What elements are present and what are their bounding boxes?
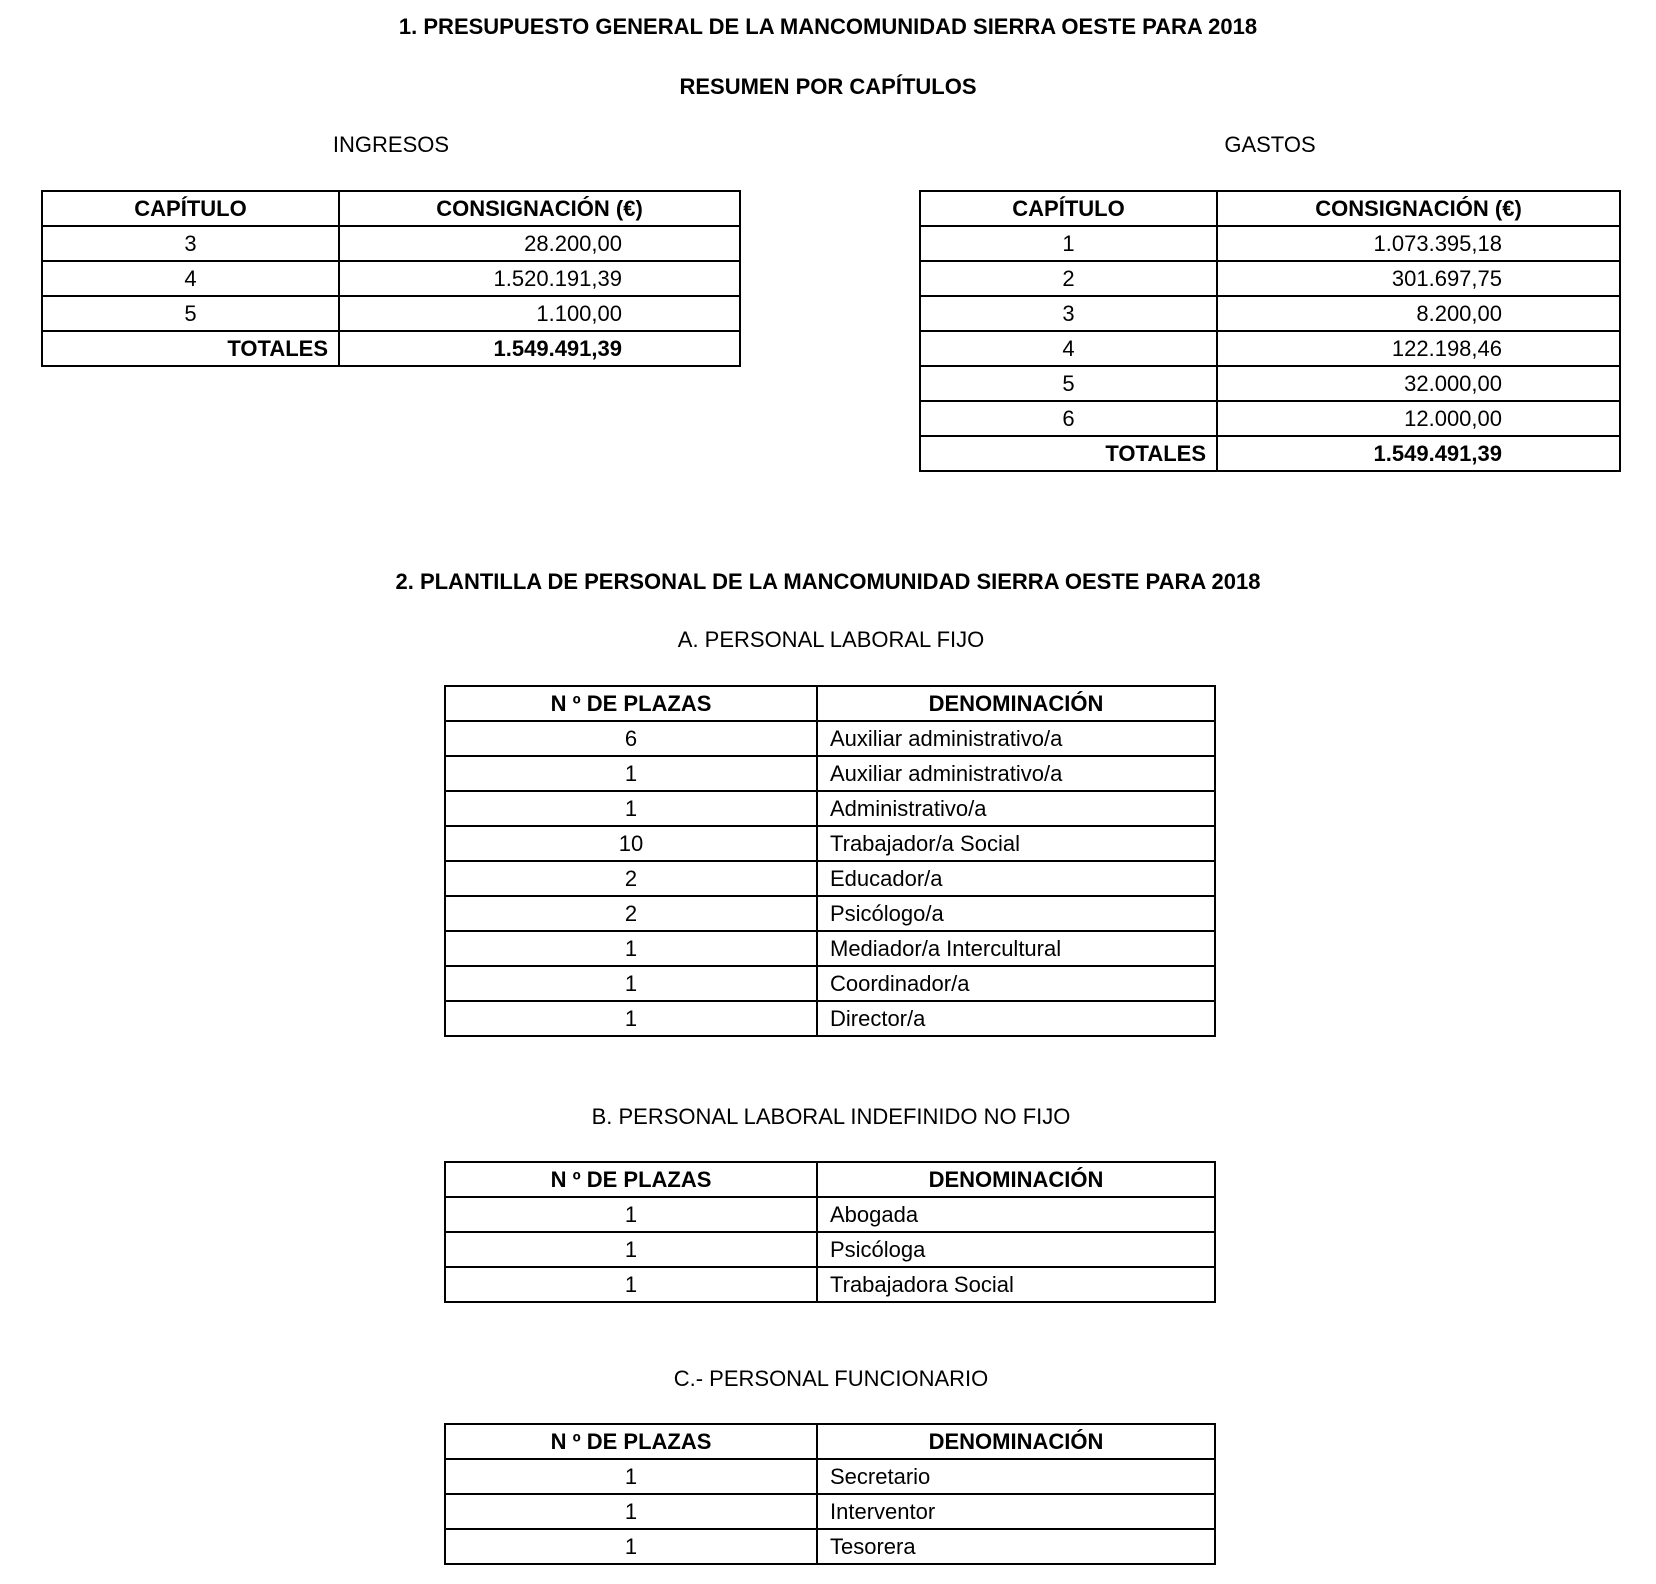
personal-b-table (444, 1161, 1216, 1303)
table-row (920, 401, 1620, 436)
header-capitulo: CAPÍTULO (920, 191, 1217, 226)
plazas-cell: 1 (445, 756, 817, 791)
denominacion-cell: Trabajador/a Social (817, 826, 1215, 861)
plazas-cell: 1 (445, 1529, 817, 1564)
table-row (445, 1197, 1215, 1232)
denominacion-cell: Psicóloga (817, 1232, 1215, 1267)
ingresos-table (41, 190, 741, 367)
importe-cell: 122.198,46 (1217, 331, 1620, 366)
importe-cell: 301.697,75 (1217, 261, 1620, 296)
denominacion-cell: Abogada (817, 1197, 1215, 1232)
denominacion-cell: Trabajadora Social (817, 1267, 1215, 1302)
importe-cell: 1.520.191,39 (339, 261, 740, 296)
plazas-cell: 1 (445, 1459, 817, 1494)
table-row (445, 896, 1215, 931)
header-consignacion: CONSIGNACIÓN (€) (1217, 191, 1620, 226)
denominacion-cell: Mediador/a Intercultural (817, 931, 1215, 966)
importe-cell: 32.000,00 (1217, 366, 1620, 401)
plazas-cell: 6 (445, 721, 817, 756)
importe-cell: 12.000,00 (1217, 401, 1620, 436)
table-row (920, 331, 1620, 366)
gastos-table (919, 190, 1621, 472)
totals-label: TOTALES (42, 331, 339, 366)
header-consignacion: CONSIGNACIÓN (€) (339, 191, 740, 226)
section2-title: 2. PLANTILLA DE PERSONAL DE LA MANCOMUNIDAD SIERRA OESTE PARA 2018 (395, 569, 1261, 594)
table-row (445, 966, 1215, 1001)
header-denominacion: DENOMINACIÓN (817, 1162, 1215, 1197)
table-row (445, 1459, 1215, 1494)
denominacion-cell: Secretario (817, 1459, 1215, 1494)
capitulo-cell: 4 (920, 331, 1217, 366)
ingresos-label: INGRESOS (332, 132, 450, 157)
capitulo-cell: 3 (42, 226, 339, 261)
importe-cell: 28.200,00 (339, 226, 740, 261)
header-capitulo: CAPÍTULO (42, 191, 339, 226)
plazas-cell: 1 (445, 791, 817, 826)
plazas-cell: 1 (445, 1001, 817, 1036)
plazas-cell: 1 (445, 1494, 817, 1529)
plazas-cell: 1 (445, 931, 817, 966)
denominacion-cell: Auxiliar administrativo/a (817, 756, 1215, 791)
denominacion-cell: Psicólogo/a (817, 896, 1215, 931)
table-row (42, 296, 740, 331)
table-row (445, 1529, 1215, 1564)
table-row (445, 1232, 1215, 1267)
denominacion-cell: Educador/a (817, 861, 1215, 896)
capitulo-cell: 3 (920, 296, 1217, 331)
denominacion-cell: Coordinador/a (817, 966, 1215, 1001)
section1-subtitle: RESUMEN POR CAPÍTULOS (679, 74, 977, 99)
table-row (42, 261, 740, 296)
importe-cell: 1.100,00 (339, 296, 740, 331)
table-row (445, 756, 1215, 791)
personal-a-table (444, 685, 1216, 1037)
plazas-cell: 2 (445, 861, 817, 896)
capitulo-cell: 1 (920, 226, 1217, 261)
personal-c-label: C.- PERSONAL FUNCIONARIO (673, 1366, 989, 1391)
totals-value: 1.549.491,39 (339, 331, 740, 366)
totals-label: TOTALES (920, 436, 1217, 471)
table-header-row (445, 1424, 1215, 1459)
table-row (445, 931, 1215, 966)
denominacion-cell: Auxiliar administrativo/a (817, 721, 1215, 756)
table-row (445, 1001, 1215, 1036)
section1-title: 1. PRESUPUESTO GENERAL DE LA MANCOMUNIDAD SIERRA OESTE PARA 2018 (398, 14, 1258, 39)
importe-cell: 1.073.395,18 (1217, 226, 1620, 261)
totals-value: 1.549.491,39 (1217, 436, 1620, 471)
capitulo-cell: 5 (920, 366, 1217, 401)
table-row (445, 721, 1215, 756)
personal-b-label: B. PERSONAL LABORAL INDEFINIDO NO FIJO (591, 1104, 1071, 1129)
totals-row (42, 331, 740, 366)
table-row (445, 791, 1215, 826)
personal-c-table (444, 1423, 1216, 1565)
table-row (920, 226, 1620, 261)
personal-a-label: A. PERSONAL LABORAL FIJO (677, 627, 985, 652)
table-row (445, 826, 1215, 861)
denominacion-cell: Tesorera (817, 1529, 1215, 1564)
denominacion-cell: Director/a (817, 1001, 1215, 1036)
plazas-cell: 1 (445, 1267, 817, 1302)
capitulo-cell: 2 (920, 261, 1217, 296)
header-plazas: N º DE PLAZAS (445, 1162, 817, 1197)
capitulo-cell: 6 (920, 401, 1217, 436)
table-row (445, 861, 1215, 896)
header-denominacion: DENOMINACIÓN (817, 1424, 1215, 1459)
table-row (920, 296, 1620, 331)
table-row (920, 366, 1620, 401)
denominacion-cell: Interventor (817, 1494, 1215, 1529)
plazas-cell: 1 (445, 1232, 817, 1267)
plazas-cell: 1 (445, 966, 817, 1001)
table-header-row (42, 191, 740, 226)
table-row (445, 1494, 1215, 1529)
table-header-row (920, 191, 1620, 226)
plazas-cell: 10 (445, 826, 817, 861)
table-header-row (445, 686, 1215, 721)
table-row (920, 261, 1620, 296)
plazas-cell: 2 (445, 896, 817, 931)
gastos-label: GASTOS (1224, 132, 1316, 157)
header-plazas: N º DE PLAZAS (445, 686, 817, 721)
importe-cell: 8.200,00 (1217, 296, 1620, 331)
totals-row (920, 436, 1620, 471)
table-row (445, 1267, 1215, 1302)
plazas-cell: 1 (445, 1197, 817, 1232)
denominacion-cell: Administrativo/a (817, 791, 1215, 826)
table-row (42, 226, 740, 261)
table-header-row (445, 1162, 1215, 1197)
header-plazas: N º DE PLAZAS (445, 1424, 817, 1459)
capitulo-cell: 5 (42, 296, 339, 331)
capitulo-cell: 4 (42, 261, 339, 296)
header-denominacion: DENOMINACIÓN (817, 686, 1215, 721)
